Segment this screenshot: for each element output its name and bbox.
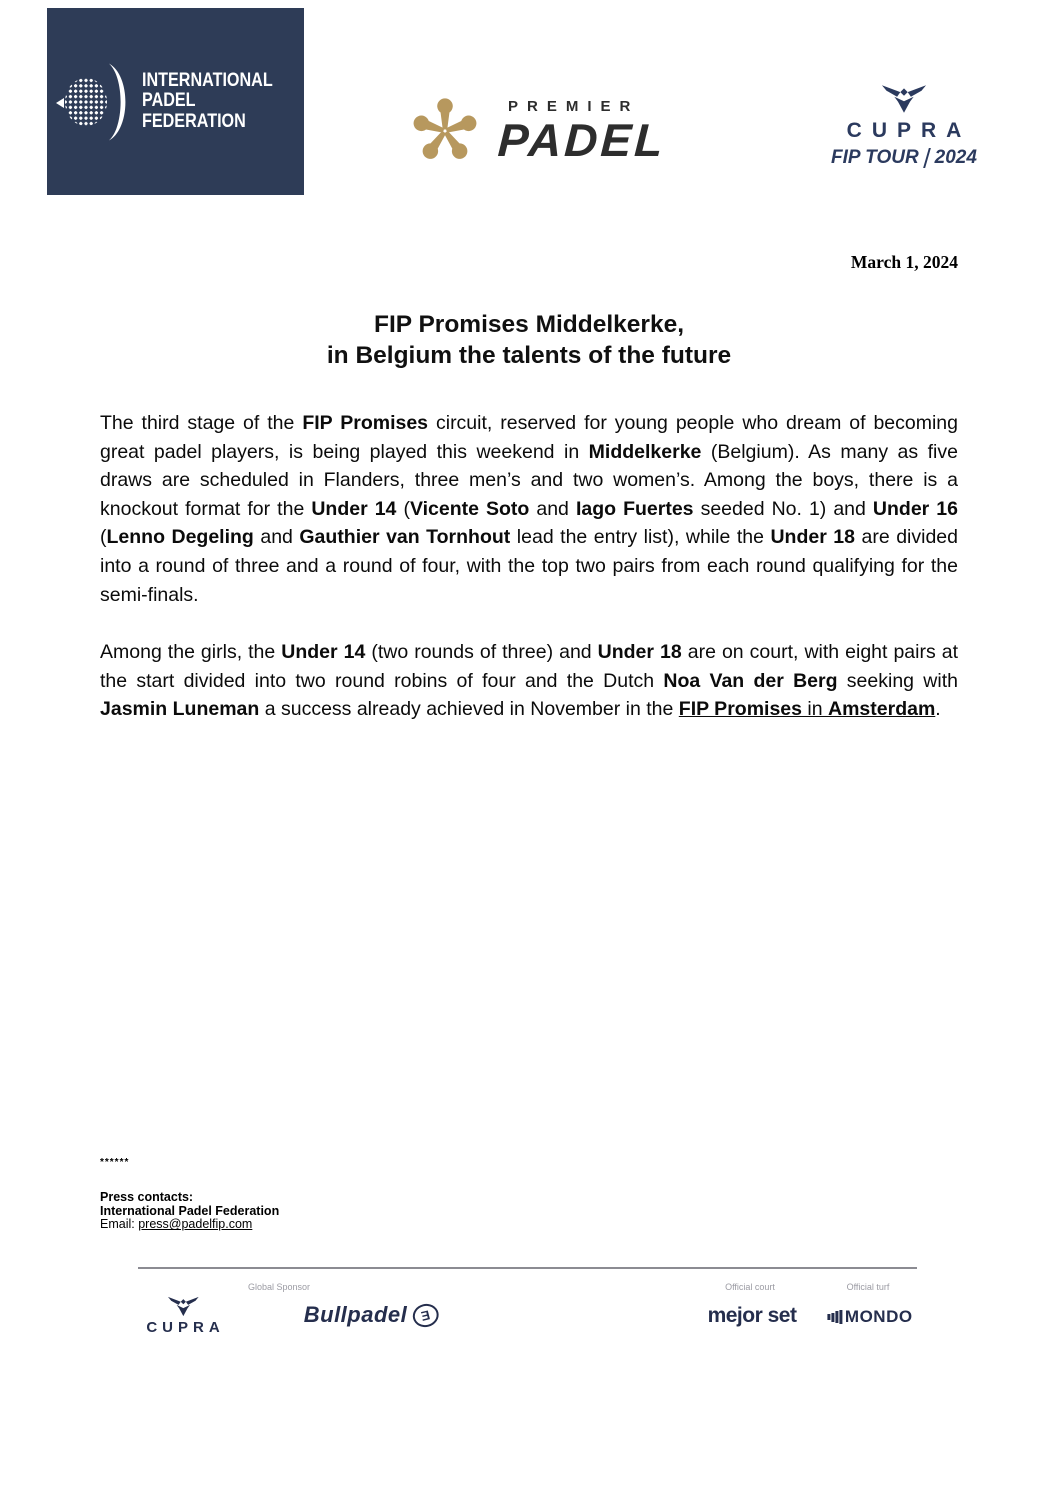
text-run: FIP Promises	[302, 412, 429, 434]
text-run: (Belgium). As many as five draws are scheduled in Flanders, three men’s and two women’s. Among the boys, there is a knockout format for the	[100, 440, 958, 520]
inline-link[interactable]: Amsterdam	[828, 698, 936, 721]
cupra-fip-tour-logo	[830, 82, 978, 169]
ipf-logo	[47, 8, 304, 195]
text-run: (	[100, 526, 107, 549]
text-run: Under 14	[311, 497, 397, 520]
global-sponsor-label: Global Sponsor	[247, 1282, 311, 1292]
inline-link[interactable]: in	[801, 698, 828, 721]
cupra-sponsor-logo	[146, 1295, 225, 1336]
ipf-text-line: INTERNATIONAL	[141, 69, 273, 91]
text-run: Noa Van der Berg	[663, 669, 838, 692]
text-run: .	[935, 698, 941, 721]
official-turf-label: Official turf	[846, 1282, 890, 1292]
text-run: Iago Fuertes	[575, 497, 694, 520]
cupra-sponsor-wordmark: CUPRA	[146, 1319, 225, 1336]
document-title	[0, 309, 1058, 371]
premier-padel-flower-icon	[408, 92, 482, 170]
text-run: (two rounds of three) and	[365, 641, 598, 664]
text-run: lead the entry list), while the	[510, 526, 771, 549]
ipf-crescent-icon	[108, 61, 130, 143]
text-run: Jasmin Luneman	[100, 698, 260, 721]
text-run: Under 16	[872, 497, 958, 520]
section-separator: ******	[100, 1157, 130, 1168]
text-run: circuit, reserved for young people who dream of becoming great padel players, is being played this weekend in	[100, 412, 959, 463]
text-run: Among the girls, the	[100, 641, 282, 664]
ipf-text-line: PADEL	[141, 90, 196, 112]
official-court-label: Official court	[725, 1282, 775, 1292]
text-run: Lenno Degeling	[106, 526, 254, 549]
slash-divider-icon	[923, 148, 931, 168]
bullpadel-logo	[304, 1302, 439, 1328]
text-run: Middelkerke	[588, 440, 702, 463]
mondo-bars-icon	[827, 1310, 842, 1324]
cupra-wordmark: CUPRA	[846, 119, 972, 142]
inline-link[interactable]: FIP Promises	[678, 698, 802, 721]
document-date: March 1, 2024	[850, 252, 958, 272]
ipf-dots-icon	[65, 78, 107, 126]
sponsor-strip	[138, 1267, 917, 1355]
title-line-2: in Belgium the talents of the future	[326, 342, 732, 369]
ipf-logo-icon	[56, 60, 130, 144]
text-run: and	[529, 497, 576, 520]
fip-tour-text: FIP TOUR	[831, 147, 919, 168]
paragraph	[100, 638, 958, 724]
text-run: Under 18	[597, 641, 682, 664]
cupra-emblem-icon	[881, 82, 927, 116]
text-run: seeking with	[837, 669, 958, 692]
text-run: Gauthier van Tornhout	[299, 526, 511, 549]
text-run: (	[396, 497, 410, 520]
text-run: seeded No. 1) and	[693, 497, 873, 520]
press-contacts-email-line	[100, 1218, 279, 1232]
press-contacts-heading: Press contacts:	[100, 1189, 194, 1204]
premier-padel-logo	[408, 92, 666, 170]
text-run: The third stage of the	[100, 412, 303, 434]
premier-label: PREMIER	[508, 98, 640, 116]
email-label: Email:	[100, 1217, 139, 1232]
mejorset-logo: mejor set	[707, 1304, 797, 1327]
text-run: are on court, with eight pairs at the start divided into two round robins of four and the Dutch	[100, 641, 959, 692]
mondo-wordmark: MONDO	[844, 1307, 913, 1326]
press-contacts-block	[100, 1156, 279, 1232]
text-run: a success already achieved in November in the	[259, 698, 679, 721]
article-body	[100, 409, 958, 753]
email-link[interactable]: press@padelfip.com	[138, 1217, 253, 1232]
paragraph	[100, 409, 958, 609]
fip-tour-wordmark	[831, 147, 977, 169]
text-run: Vicente Soto	[409, 497, 530, 520]
press-contacts-org: International Padel Federation	[100, 1203, 280, 1218]
bullpadel-wordmark: Bullpadel	[303, 1302, 408, 1327]
ipf-logo-text	[142, 71, 273, 133]
ipf-text-line: FEDERATION	[141, 110, 246, 132]
mondo-logo	[827, 1307, 912, 1327]
text-run: Under 18	[770, 526, 855, 549]
padel-wordmark: PADEL	[496, 114, 667, 167]
text-run: Under 14	[281, 641, 366, 664]
cupra-emblem-icon	[167, 1295, 199, 1318]
fip-tour-year: 2024	[934, 147, 977, 168]
ipf-arrow-icon	[56, 98, 64, 108]
title-line-1: FIP Promises Middelkerke,	[373, 311, 685, 338]
bullpadel-emblem-icon: Ǝ	[410, 1301, 441, 1330]
text-run: and	[253, 526, 300, 549]
text-run: are divided into a round of three and a round of four, with the top two pairs from each round qualifying for the semi-finals.	[100, 526, 958, 606]
